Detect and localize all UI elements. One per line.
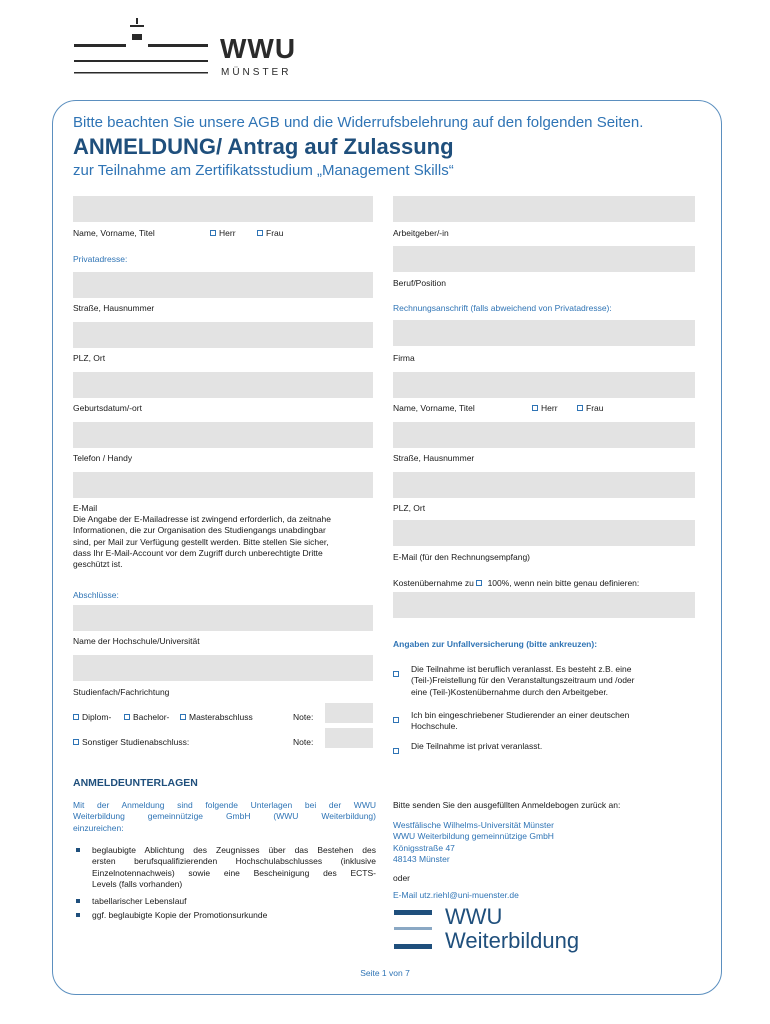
send-or: oder (393, 873, 411, 883)
send-instruction: Bitte senden Sie den ausgefüllten Anmeldebogen zurück an: (393, 800, 621, 810)
grade-input-1[interactable] (325, 703, 373, 723)
email-input[interactable] (73, 472, 373, 498)
brand-weiterbildung: Weiterbildung (445, 928, 580, 953)
company-input[interactable] (393, 320, 695, 346)
job-input[interactable] (393, 246, 695, 272)
insurance-option-2-text: Ich bin eingeschriebener Studierender an einer deutschen Hochschule. (411, 710, 630, 732)
note-label-2: Note: (293, 737, 314, 747)
insurance-option-2[interactable] (393, 712, 402, 730)
billing-frau-checkbox[interactable] (577, 405, 583, 411)
bullet-3-icon (76, 913, 80, 917)
insurance-1-checkbox[interactable] (393, 671, 399, 677)
wwu-logo-mark (72, 14, 222, 80)
billing-salutation-herr[interactable]: Herr (532, 403, 558, 414)
subject-label: Studienfach/Fachrichtung (73, 687, 170, 697)
frau-checkbox[interactable] (257, 230, 263, 236)
degree-bachelor[interactable]: Bachelor- (124, 712, 169, 723)
billing-salutation-frau[interactable]: Frau (577, 403, 603, 414)
insurance-heading: Angaben zur Unfallversicherung (bitte ankreuzen): (393, 639, 598, 649)
salutation-herr[interactable]: Herr (210, 228, 236, 239)
billing-name-input[interactable] (393, 372, 695, 398)
herr-checkbox[interactable] (210, 230, 216, 236)
bullet-2-icon (76, 899, 80, 903)
degrees-heading: Abschlüsse: (73, 590, 119, 600)
plz-input[interactable] (73, 322, 373, 348)
billing-name-label: Name, Vorname, Titel (393, 403, 475, 413)
document-item-2: tabellarischer Lebenslauf (92, 896, 187, 906)
employer-input[interactable] (393, 196, 695, 222)
note-label-1: Note: (293, 712, 314, 722)
university-input[interactable] (73, 605, 373, 631)
salutation-frau[interactable]: Frau (257, 228, 283, 239)
name-input[interactable] (73, 196, 373, 222)
birth-label: Geburtsdatum/-ort (73, 403, 142, 413)
degree-diplom[interactable]: Diplom- (73, 712, 111, 723)
bachelor-checkbox[interactable] (124, 714, 130, 720)
insurance-option-3[interactable] (393, 743, 402, 761)
page-title: ANMELDUNG/ Antrag auf Zulassung (73, 134, 454, 159)
insurance-option-1[interactable] (393, 666, 402, 684)
cost-definition-input[interactable] (393, 592, 695, 618)
email-note: Die Angabe der E-Mailadresse ist zwingend erforderlich, da zeitnahe Informationen, die zur Organisation des Studiengangs unabdingbar sind, per Mail zur Verfügung gestellt werden. Bitte stellen Sie sicher, dass Ihr E-Mail-Account vor dem Zugriff durch unberechtigte Dritte geschützt ist. (73, 514, 331, 570)
billing-heading: Rechnungsanschrift (falls abweichend von Privatadresse): (393, 303, 612, 313)
billing-plz-label: PLZ, Ort (393, 503, 426, 513)
other-degree-checkbox[interactable] (73, 739, 79, 745)
cost-100-checkbox[interactable] (476, 580, 482, 586)
send-email-link[interactable]: E-Mail utz.riehl@uni-muenster.de (393, 890, 519, 900)
weiterbildung-logo-bars (393, 909, 433, 951)
email-label: E-Mail (73, 503, 98, 513)
insurance-option-3-text: Die Teilnahme ist privat veranlasst. (411, 741, 543, 751)
subject-input[interactable] (73, 655, 373, 681)
documents-heading: ANMELDEUNTERLAGEN (73, 777, 198, 789)
birth-input[interactable] (73, 372, 373, 398)
phone-input[interactable] (73, 422, 373, 448)
grade-input-2[interactable] (325, 728, 373, 748)
page-subtitle: zur Teilnahme am Zertifikatsstudium „Management Skills“ (73, 162, 454, 179)
plz-label: PLZ, Ort (73, 353, 106, 363)
name-label: Name, Vorname, Titel (73, 228, 155, 238)
degree-master[interactable]: Masterabschluss (180, 712, 253, 723)
logo-wwu-text: WWU (220, 33, 297, 64)
employer-label: Arbeitgeber/-in (393, 228, 449, 238)
private-address-heading: Privatadresse: (73, 254, 128, 264)
degree-other[interactable]: Sonstiger Studienabschluss: (73, 737, 189, 748)
street-label: Straße, Hausnummer (73, 303, 155, 313)
documents-intro: Mit der Anmeldung sind folgende Unterlagen bei der WWU Weiterbildung gemeinnützige GmbH (WWU Weiterbildung) einzureichen: (73, 800, 376, 833)
bullet-1-icon (76, 848, 80, 852)
diplom-checkbox[interactable] (73, 714, 79, 720)
insurance-option-1-text: Die Teilnahme ist beruflich veranlasst. Es besteht z.B. eine (Teil-)Freistellung für den Veranstaltungszeitraum und /oder eine (Teil-)Kostenübernahme durch den Arbeitgeber. (411, 664, 635, 697)
street-input[interactable] (73, 272, 373, 298)
billing-street-label: Straße, Hausnummer (393, 453, 475, 463)
insurance-2-checkbox[interactable] (393, 717, 399, 723)
billing-email-label: E-Mail (für den Rechnungsempfang) (393, 552, 531, 562)
job-label: Beruf/Position (393, 278, 446, 288)
master-checkbox[interactable] (180, 714, 186, 720)
billing-herr-checkbox[interactable] (532, 405, 538, 411)
agb-notice: Bitte beachten Sie unsere AGB und die Widerrufsbelehrung auf den folgenden Seiten. (73, 114, 644, 131)
billing-plz-input[interactable] (393, 472, 695, 498)
logo-muenster-text: MÜNSTER (221, 67, 292, 78)
company-label: Firma (393, 353, 415, 363)
cost-coverage: Kostenübernahme zu 100%, wenn nein bitte genau definieren: (393, 578, 640, 588)
document-item-1: beglaubigte Ablichtung des Zeugnisses über das Bestehen des ersten berufsqualifizierenden Hochschulabschlusses (inklusive Einzelnotennachweis) sowie eine Bescheinigung des ECTS- Levels (falls vorhanden) (92, 845, 376, 889)
brand-wwu: WWU (445, 904, 503, 929)
document-item-3: ggf. beglaubigte Kopie der Promotionsurkunde (92, 910, 268, 920)
page-number: Seite 1 von 7 (360, 968, 410, 978)
billing-street-input[interactable] (393, 422, 695, 448)
send-address: Westfälische Wilhelms-Universität Münster WWU Weiterbildung gemeinnützige GmbH Königsstraße 47 48143 Münster (393, 820, 554, 864)
insurance-3-checkbox[interactable] (393, 748, 399, 754)
billing-email-input[interactable] (393, 520, 695, 546)
phone-label: Telefon / Handy (73, 453, 133, 463)
university-label: Name der Hochschule/Universität (73, 636, 200, 646)
